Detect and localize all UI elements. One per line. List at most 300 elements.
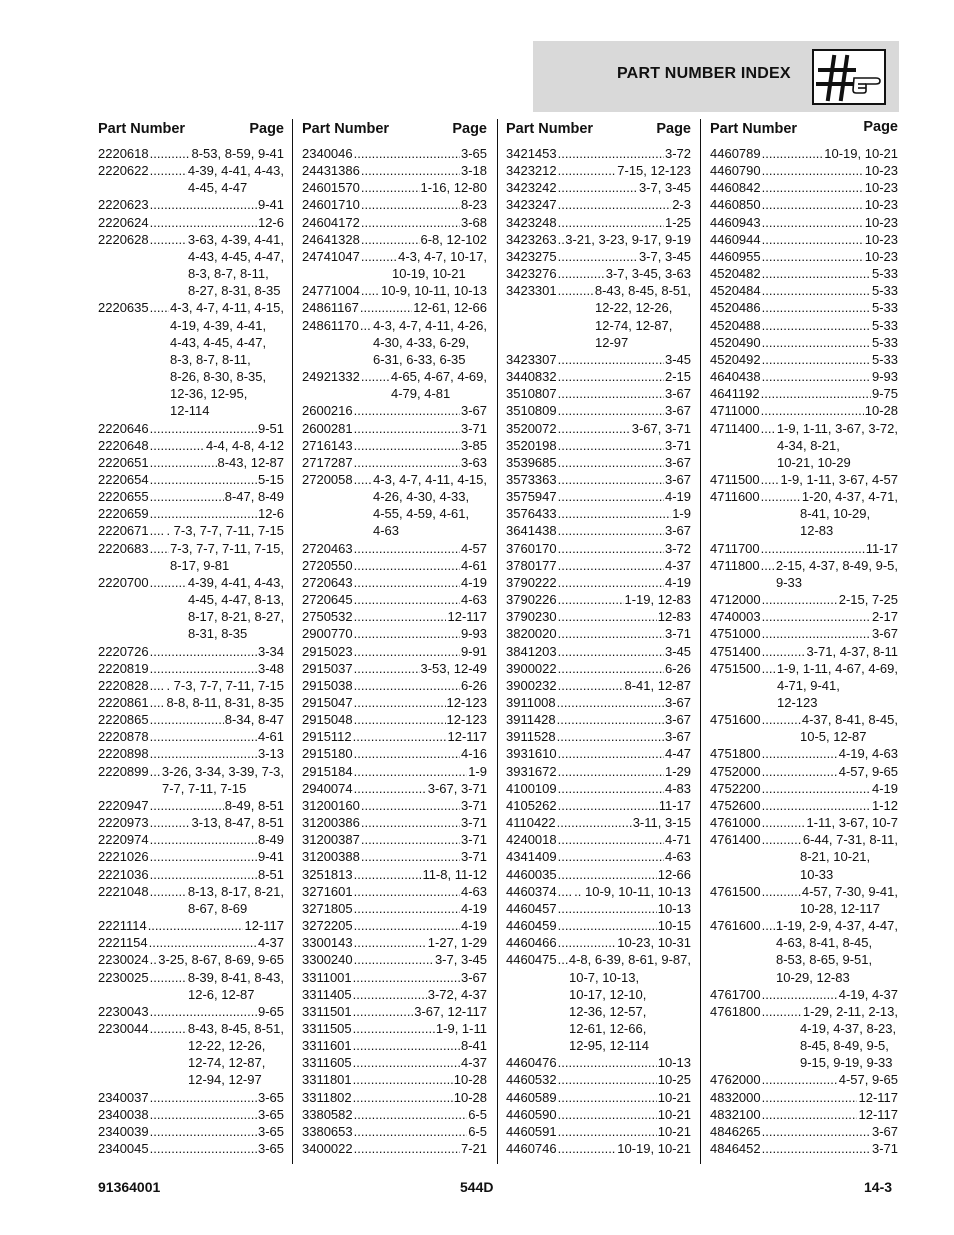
part-number: 3510807 [506,386,557,402]
part-number: 3841203 [506,643,557,659]
index-entry [302,900,487,917]
dot-leader [150,574,187,591]
index-entry [710,420,898,471]
dot-leader [761,402,864,419]
dot-leader [558,214,664,231]
index-entry [506,471,691,488]
dot-leader [558,196,672,213]
page-reference: 4-39, 4-41, 4-43, [187,574,284,590]
page-reference: 2-15, 4-37, 8-49, 9-5, [775,557,898,573]
page-reference: 6-26 [460,677,487,693]
page-reference: 3-65 [460,146,487,161]
part-number: 4711500 [710,471,760,487]
part-number: 2220819 [98,660,149,676]
dot-leader [762,643,806,660]
page-reference: 1-19, 2-9, 4-37, 4-47, [775,918,898,934]
dot-leader [150,883,187,900]
part-number: 2340039 [98,1123,149,1139]
page-reference: 3-67 [664,712,691,728]
dot-leader [762,299,871,316]
part-number: 2221036 [98,866,149,882]
model-number: 544D [460,1179,494,1195]
dot-leader [361,231,420,248]
index-entry [506,694,691,711]
page-reference: 3-48 [257,660,284,676]
index-entry [98,814,284,831]
column-header [506,119,691,145]
part-number: 3900232 [506,677,557,693]
page-reference-continued: 8-53, 8-65, 9-51, [776,952,873,968]
part-number: 4460842 [710,180,761,196]
dot-leader [558,231,565,248]
part-number: 3790226 [506,592,557,608]
page-reference-continued: 7-7, 7-11, 7-15 [162,780,247,796]
part-number: 4105262 [506,797,557,813]
page-reference: 3-71, 4-37, 8-11 [806,643,898,659]
index-entry [506,454,691,471]
dot-leader [762,282,871,299]
part-number: 3423248 [506,214,557,230]
page-reference-continued: 4-63, 8-41, 8-45, [776,935,873,951]
index-entry [710,248,898,265]
part-number: 24861167 [302,300,359,316]
index-entry [98,471,284,488]
dot-leader [557,728,664,745]
page-reference: 9-75 [871,386,898,402]
page-reference: 7-15, 12-123 [617,163,691,179]
dot-leader [762,1123,871,1140]
page-reference: 3-13, 8-47, 8-51 [191,815,284,831]
part-number: 2720550 [302,557,353,573]
page-reference: 10-13 [657,900,691,916]
dot-leader [558,248,638,265]
part-number: 4460746 [506,1141,557,1157]
dot-leader [762,591,838,608]
page-reference: 6-5 [468,1123,487,1139]
part-number: 2220654 [98,471,149,487]
part-number: 3380653 [302,1123,353,1139]
dot-leader [353,1020,435,1037]
part-number: 3780177 [506,557,557,573]
part-number: 2600281 [302,420,353,436]
page-reference: 3-71 [664,437,691,453]
part-number: 2340037 [98,1089,149,1105]
index-entry [302,763,487,780]
dot-leader [150,522,166,539]
part-number-header: Part Number [98,121,186,137]
dot-leader [558,1106,657,1123]
part-number: 2340045 [98,1141,149,1157]
page-reference-continued: 9-15, 9-19, 9-33 [800,1055,893,1071]
part-number: 4641192 [710,386,760,402]
page-reference: 8-41, 12-87 [624,677,691,693]
dot-leader [557,814,632,831]
page-reference: 10-21 [657,1089,691,1105]
page-reference: 6-26 [664,660,691,676]
page-reference: 4-16 [460,746,487,762]
part-number: 2220974 [98,832,149,848]
dot-leader [558,934,617,951]
page-reference: 3-72, 4-37 [427,986,487,1002]
dot-leader [354,745,460,762]
dot-leader [150,231,187,248]
index-entry [710,196,898,213]
dot-leader [762,780,871,797]
column-header [98,119,284,145]
index-entry [506,763,691,780]
part-number: 3311802 [302,1089,352,1105]
page-reference: 4-19 [460,574,487,590]
page-reference: 3-67 [460,403,487,419]
page-reference-continued: 10-19, 10-21 [392,266,466,282]
part-number: 31200160 [302,797,360,813]
page-reference: 3-65 [257,1141,284,1157]
page-reference: 5-33 [871,317,898,333]
part-number: 4711400 [710,420,760,436]
dot-leader [762,1106,858,1123]
index-entry [506,866,691,883]
part-number: 3573363 [506,471,557,487]
index-entry [302,179,487,196]
dot-leader [361,797,460,814]
index-entry [506,368,691,385]
index-entry [98,1140,284,1157]
part-number: 3423275 [506,248,557,264]
index-entry [302,643,487,660]
index-entry [710,179,898,196]
index-entry [302,454,487,471]
dot-leader [353,1089,453,1106]
part-number: 4711000 [710,403,760,419]
dot-leader [762,248,864,265]
page-reference-continued: 4-43, 4-45, 4-47, [188,248,285,264]
part-number: 3931672 [506,763,557,779]
index-entry [506,214,691,231]
part-number: 3423301 [506,283,557,299]
part-number: 3271805 [302,900,353,916]
index-entry [302,625,487,642]
index-entry [302,317,487,368]
index-entry [710,1123,898,1140]
page-reference: 8-47, 8-49 [224,489,284,505]
index-entry [98,454,284,471]
part-number: 24641328 [302,231,360,247]
part-number: 4761000 [710,815,761,831]
part-number: 4460789 [710,146,761,161]
page-reference-continued: 10-5, 12-87 [800,729,867,745]
dot-leader [762,179,864,196]
part-number: 3380582 [302,1106,353,1122]
page-reference: 1-9 [672,506,691,522]
part-number: 4520490 [710,334,761,350]
page-reference: 6-8, 12-102 [420,231,487,247]
part-number: 4460035 [506,866,557,882]
document-number: 91364001 [98,1179,161,1195]
index-entry [710,745,898,762]
dot-leader [150,848,257,865]
index-entry [302,848,487,865]
index-entry [302,677,487,694]
index-entry [302,145,487,162]
page-reference: 12-61, 12-66 [413,300,487,316]
dot-leader [558,625,664,642]
dot-leader [761,420,776,437]
dot-leader [558,505,672,522]
part-number: 2220651 [98,454,149,470]
part-number: 4752600 [710,797,761,813]
index-entry [98,1123,284,1140]
index-entry [710,797,898,814]
page-reference-continued: 9-33 [776,574,803,590]
dot-leader [150,763,161,780]
index-entry [710,317,898,334]
part-number: 2230043 [98,1003,149,1019]
index-entry [506,831,691,848]
part-number: 2220683 [98,540,149,556]
index-entry [506,351,691,368]
page-reference: 1-9, 1-11, 4-67, 4-69, [776,660,898,676]
page-reference: 3-85 [460,437,487,453]
page-reference: 1-20, 4-37, 4-71, [801,489,898,505]
index-entry [506,385,691,402]
page-reference: 1-25 [664,214,691,230]
page-reference: . 7-3, 7-7, 7-11, 7-15 [166,523,284,539]
dot-leader [762,745,838,762]
part-number: 2221026 [98,849,149,865]
page-reference: 4-19, 4-63 [838,746,898,762]
page-reference-continued: 4-34, 8-21, [777,437,840,453]
index-entry [302,728,487,745]
part-number: 3311405 [302,986,352,1002]
page-reference: 3-71 [460,849,487,865]
page-reference-continued: 8-27, 8-31, 8-35 [188,283,281,299]
dot-leader [558,831,664,848]
page-reference: 4-57, 9-65 [838,763,898,779]
part-number: 3272205 [302,918,353,934]
index-entry [98,574,284,643]
dot-leader [150,437,205,454]
dot-leader [558,385,664,402]
dot-leader [361,368,390,385]
page-reference-continued: 4-26, 4-30, 4-33, [373,489,470,505]
page-reference-continued: 8-67, 8-69 [188,900,248,916]
dot-leader [354,763,468,780]
index-entry [506,780,691,797]
part-number: 4846452 [710,1141,761,1157]
page-reference: .. 10-9, 10-11, 10-13 [574,883,691,899]
dot-leader [354,420,460,437]
page-reference: 12-6 [257,214,284,230]
part-number: 3423307 [506,351,557,367]
page-reference: 5-15 [257,471,284,487]
index-entry [506,1071,691,1088]
dot-leader [361,214,460,231]
index-entry [98,214,284,231]
dot-leader [558,540,664,557]
page-reference-continued: 12-114 [170,403,210,419]
dot-leader [558,848,664,865]
part-number: 4752200 [710,780,761,796]
part-number: 3911008 [506,695,556,710]
page-reference: 9-91 [460,643,487,659]
part-number: 3311501 [302,1003,352,1019]
page-reference: 3-34 [257,643,284,659]
page-reference: 4-3, 4-7, 4-11, 4-15, [170,300,284,316]
dot-leader [762,162,864,179]
index-entry [302,986,487,1003]
index-entry [302,1020,487,1037]
page-reference: 1-29, 2-11, 2-13, [802,1003,898,1019]
dot-leader [150,1003,257,1020]
index-entry [710,299,898,316]
index-entry [302,248,487,282]
index-entry [98,728,284,745]
page-reference: 3-71 [460,420,487,436]
page-reference: 9-93 [871,369,898,385]
dot-leader [354,1140,460,1157]
page-reference-continued: 4-55, 4-59, 4-61, [373,506,470,522]
dot-leader [150,540,169,557]
page-reference: 10-28 [864,403,898,419]
dot-leader [762,986,838,1003]
page-reference: 2-17 [871,609,898,625]
index-entry [710,608,898,625]
index-entry [506,265,691,282]
page-reference: 8-41 [460,1038,487,1054]
index-entry [98,540,284,574]
part-number: 4751500 [710,660,761,676]
index-entry [506,677,691,694]
page-reference: 1-16, 12-80 [420,180,487,196]
part-number: 2220899 [98,763,149,779]
part-number: 4751000 [710,626,761,642]
dot-leader [361,282,380,299]
index-entry [506,711,691,728]
part-number: 24741047 [302,248,360,264]
part-number: 2915112 [302,729,352,745]
dot-leader [558,866,657,883]
page-reference: 3-53, 12-49 [420,660,487,676]
part-number: 3311505 [302,1020,352,1036]
index-entry [506,797,691,814]
part-number: 3423242 [506,180,557,196]
index-entry [506,1123,691,1140]
page-reference: 10-21 [657,1123,691,1139]
part-number: 2915048 [302,712,353,728]
dot-leader [353,1037,460,1054]
index-entry [98,745,284,762]
page-reference: 12-66 [657,866,691,882]
index-entry [302,282,487,299]
index-entry [710,591,898,608]
index-entry [506,745,691,762]
dot-leader [354,608,447,625]
dot-leader [762,763,838,780]
index-entry [98,1106,284,1123]
page-reference: 8-49 [257,832,284,848]
part-number: 3790230 [506,609,557,625]
part-number: 4711800 [710,557,760,573]
part-number: 3311601 [302,1038,352,1054]
part-number: 2220898 [98,746,149,762]
dot-leader [558,591,624,608]
index-column-1 [98,119,284,1159]
index-entry [506,522,691,539]
page-reference: 4-37 [257,935,284,951]
dot-leader [762,196,864,213]
part-number: 3820020 [506,626,557,642]
part-number: 24431386 [302,163,360,179]
dot-leader [762,334,871,351]
part-number: 3423247 [506,197,557,213]
page-reference: 1-9, 1-11 [435,1020,487,1036]
part-number: 2220622 [98,163,149,179]
part-number: 2220973 [98,815,149,831]
index-entry [506,848,691,865]
part-number: 2220624 [98,214,149,230]
part-number: 4640438 [710,369,761,385]
page-reference: 4-39, 4-41, 4-43, [187,163,284,179]
index-entry [506,1140,691,1157]
dot-leader [354,454,460,471]
dot-leader [150,660,257,677]
index-entry [506,1054,691,1071]
page-reference: 3-71 [460,832,487,848]
dot-leader [761,557,775,574]
column-divider [497,119,498,1164]
page-reference-continued: 4-45, 4-47 [188,180,248,196]
page-reference: 4-83 [664,780,691,796]
page-reference: 3-13 [257,746,284,762]
page-reference: 3-67 [664,695,691,710]
dot-leader [762,1089,858,1106]
dot-leader [761,488,801,505]
page-reference: 4-19 [871,780,898,796]
part-number: 3760170 [506,540,557,556]
page-reference: 1-19, 12-83 [624,592,691,608]
page-reference: 12-117 [244,918,284,934]
index-entry [98,883,284,917]
index-entry [710,557,898,591]
part-number: 31200386 [302,815,360,831]
page-reference-continued: 12-36, 12-95, [170,386,248,402]
dot-leader [354,934,427,951]
page-reference: 2-15 [664,369,691,385]
page-reference: 10-23 [864,248,898,264]
part-number: 4341409 [506,849,557,865]
part-number: 4520486 [710,300,761,316]
part-number: 2340038 [98,1106,149,1122]
page-reference: 4-61 [257,729,284,745]
dot-leader [150,711,224,728]
page-reference: 3-71 [460,815,487,831]
part-number: 4460532 [506,1072,557,1088]
dot-leader [354,917,460,934]
part-number: 24604172 [302,214,360,230]
part-number: 3440832 [506,369,557,385]
page-reference: 2-15, 7-25 [838,592,898,608]
part-number: 2915184 [302,763,353,779]
page-reference-continued: 8-26, 8-30, 8-35, [170,369,267,385]
part-number: 3421453 [506,146,557,161]
dot-leader [354,625,460,642]
part-number: 3423212 [506,163,557,179]
dot-leader [354,643,460,660]
part-number: 3510809 [506,403,557,419]
page-reference-continued: 12-74, 12-87, [188,1055,266,1071]
index-entry [506,179,691,196]
index-entry [710,265,898,282]
